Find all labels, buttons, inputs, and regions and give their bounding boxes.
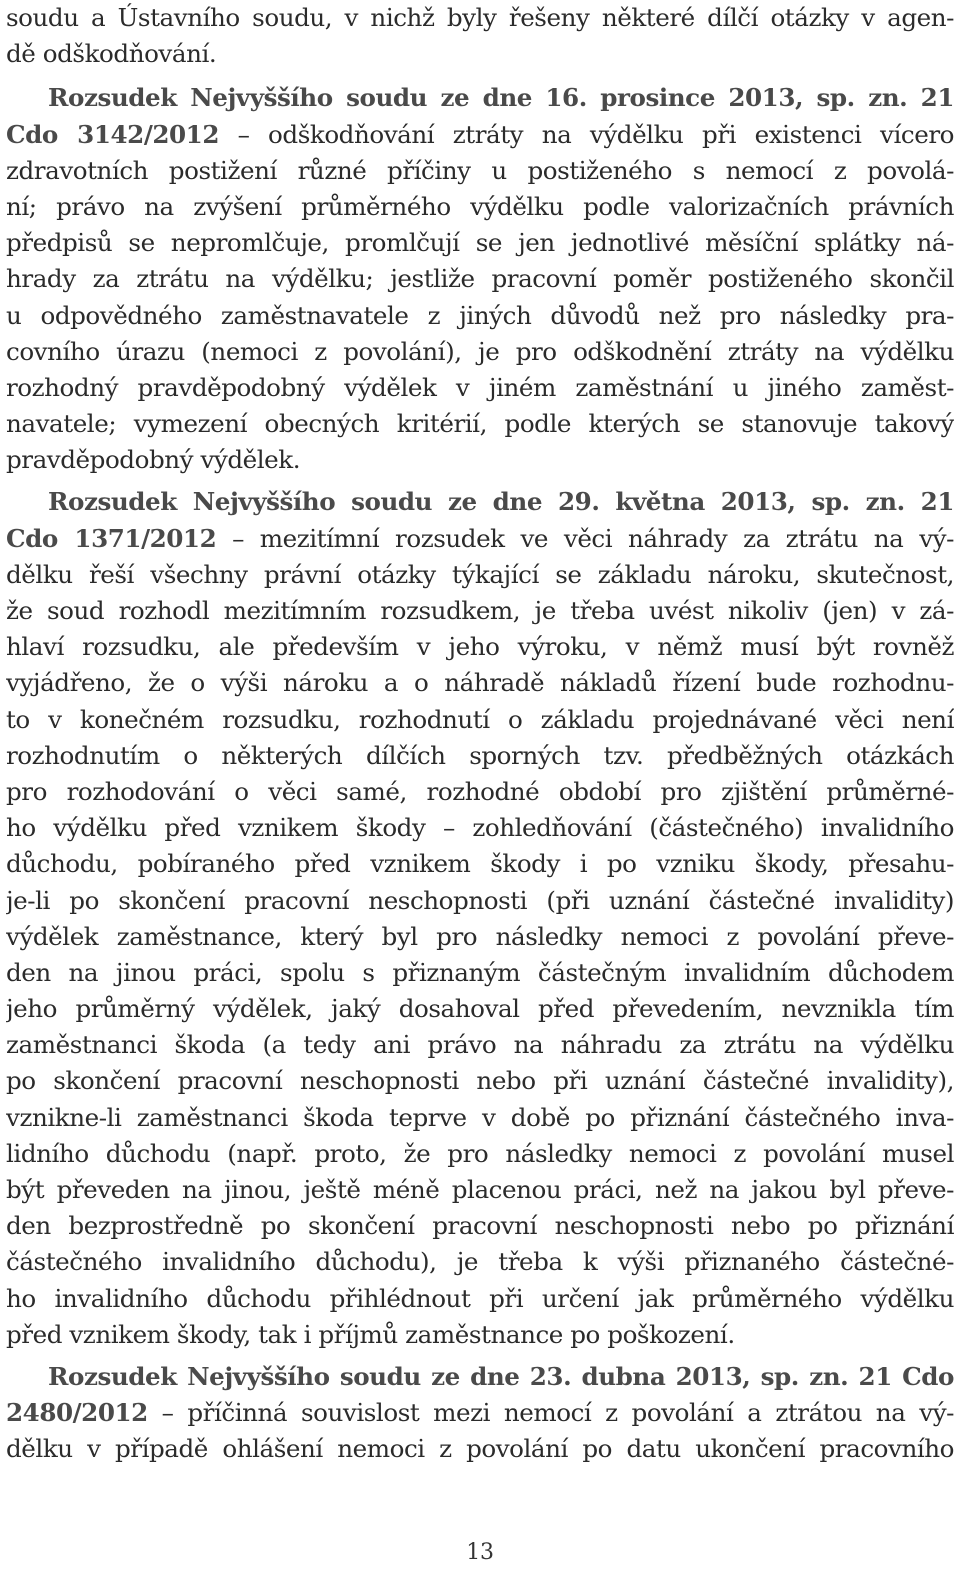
- text-line: zaměstnanci škoda (a tedy ani právo na náhradu za ztrátu na výdělku: [6, 1030, 954, 1060]
- text-line: dělku řeší všechny právní otázky týkající se základu nároku, skutečnost,: [6, 559, 954, 589]
- text-line: předpisů se nepromlčuje, promlčují se jen jednotlivé měsíční splátky ná-: [6, 228, 954, 258]
- text-line: den bezprostředně po skončení pracovní neschopnosti nebo po přiznání: [6, 1211, 954, 1241]
- text-line: výdělek zaměstnance, který byl pro následky nemoci z povolání převe-: [6, 921, 954, 951]
- text-line: rozhodný pravděpodobný výdělek v jiném zaměstnání u jiného zaměst-: [6, 372, 954, 402]
- text-line: částečného invalidního důchodu), je třeba k výši přiznaného částečné-: [6, 1247, 954, 1277]
- decision-summary-start: – příčinná souvislost mezi nemocí z povolání a ztrátou na vý-: [147, 1398, 954, 1428]
- decision-entry-2: [6, 484, 954, 1353]
- text-line: hrady za ztrátu na výdělku; jestliže pracovní poměr postiženého skončil: [6, 264, 954, 294]
- text-line: to v konečném rozsudku, rozhodnutí o základu projednávané věci není: [6, 704, 954, 734]
- text-line: hlaví rozsudku, ale především v jeho výroku, v němž musí být rovněž: [6, 632, 954, 662]
- case-number: 2480/2012: [6, 1398, 148, 1428]
- text-line: [6, 521, 954, 557]
- text-line: dělku v případě ohlášení nemoci z povolání po datu ukončení pracovního: [6, 1434, 954, 1464]
- text-line: jeho průměrný výdělek, jaký dosahoval před převedením, nevznikla tím: [6, 994, 954, 1024]
- decision-entry-1: [6, 80, 954, 478]
- decision-summary-start: – mezitímní rozsudek ve věci náhrady za ztrátu na vý-: [216, 523, 954, 553]
- decision-heading-text: Rozsudek Nejvyššího soudu ze dne 16. prosince 2013, sp. zn. 21: [48, 83, 954, 113]
- decision-heading-text: Rozsudek Nejvyššího soudu ze dne 23. dubna 2013, sp. zn. 21 Cdo: [48, 1361, 954, 1391]
- text-line: covního úrazu (nemoci z povolání), je pro odškodnění ztráty na výdělku: [6, 336, 954, 366]
- text-line: před vznikem škody, tak i příjmů zaměstnance po poškození.: [6, 1319, 735, 1349]
- decision-heading: [6, 484, 954, 520]
- case-number: Cdo 3142/2012: [6, 119, 219, 149]
- decision-entry-3: [6, 1359, 954, 1468]
- text-line: po skončení pracovní neschopnosti nebo při uznání částečné invalidity),: [6, 1066, 954, 1096]
- text-line: zdravotních postižení různé příčiny u postiženého s nemocí z povolá-: [6, 155, 954, 185]
- decision-heading: [6, 80, 954, 116]
- text-line: [6, 1395, 954, 1431]
- text-line: vznikne-li zaměstnanci škoda teprve v době po přiznání částečného inva-: [6, 1102, 954, 1132]
- text-line: [6, 117, 954, 153]
- intro-paragraph: [6, 0, 954, 72]
- text-line: navatele; vymezení obecných kritérií, podle kterých se stanovuje takový: [6, 409, 954, 439]
- text-line: rozhodnutím o některých dílčích sporných tzv. předběžných otázkách: [6, 740, 954, 770]
- text-line: ho výdělku před vznikem škody – zohledňování (částečného) invalidního: [6, 813, 954, 843]
- page-number: 13: [466, 1540, 494, 1565]
- decision-heading-text: Rozsudek Nejvyššího soudu ze dne 29. května 2013, sp. zn. 21: [48, 487, 954, 517]
- text-line: je-li po skončení pracovní neschopnosti (při uznání částečné invalidity): [6, 885, 954, 915]
- text-line: vyjádřeno, že o výši nároku a o náhradě nákladů řízení bude rozhodnu-: [6, 668, 954, 698]
- decision-summary-start: – odškodňování ztráty na výdělku při existenci vícero: [219, 119, 954, 149]
- text-line: soudu a Ústavního soudu, v nichž byly řešeny některé dílčí otázky v agen-: [6, 3, 954, 32]
- text-line: důchodu, pobíraného před vznikem škody i po vzniku škody, přesahu-: [6, 849, 954, 879]
- text-line: ní; právo na zvýšení průměrného výdělku podle valorizačních právních: [6, 191, 954, 221]
- case-number: Cdo 1371/2012: [6, 523, 217, 553]
- text-line: být převeden na jinou, ještě méně placenou práci, než na jakou byl převe-: [6, 1175, 954, 1204]
- text-line: u odpovědného zaměstnavatele z jiných důvodů než pro následky pra-: [6, 300, 954, 330]
- text-line: ho invalidního důchodu přihlédnout při určení jak průměrného výdělku: [6, 1283, 954, 1313]
- text-line: pro rozhodování o věci samé, rozhodné období pro zjištění průměrné-: [6, 776, 954, 806]
- text-line: dě odškodňování.: [6, 39, 217, 69]
- text-line: pravděpodobný výdělek.: [6, 445, 301, 475]
- text-line: lidního důchodu (např. proto, že pro následky nemoci z povolání musel: [6, 1138, 954, 1168]
- text-line: že soud rozhodl mezitímním rozsudkem, je třeba uvést nikoliv (jen) v zá-: [6, 596, 954, 625]
- decision-heading: [6, 1359, 954, 1395]
- document-page: [6, 0, 954, 1468]
- text-line: den na jinou práci, spolu s přiznaným částečným invalidním důchodem: [6, 957, 954, 987]
